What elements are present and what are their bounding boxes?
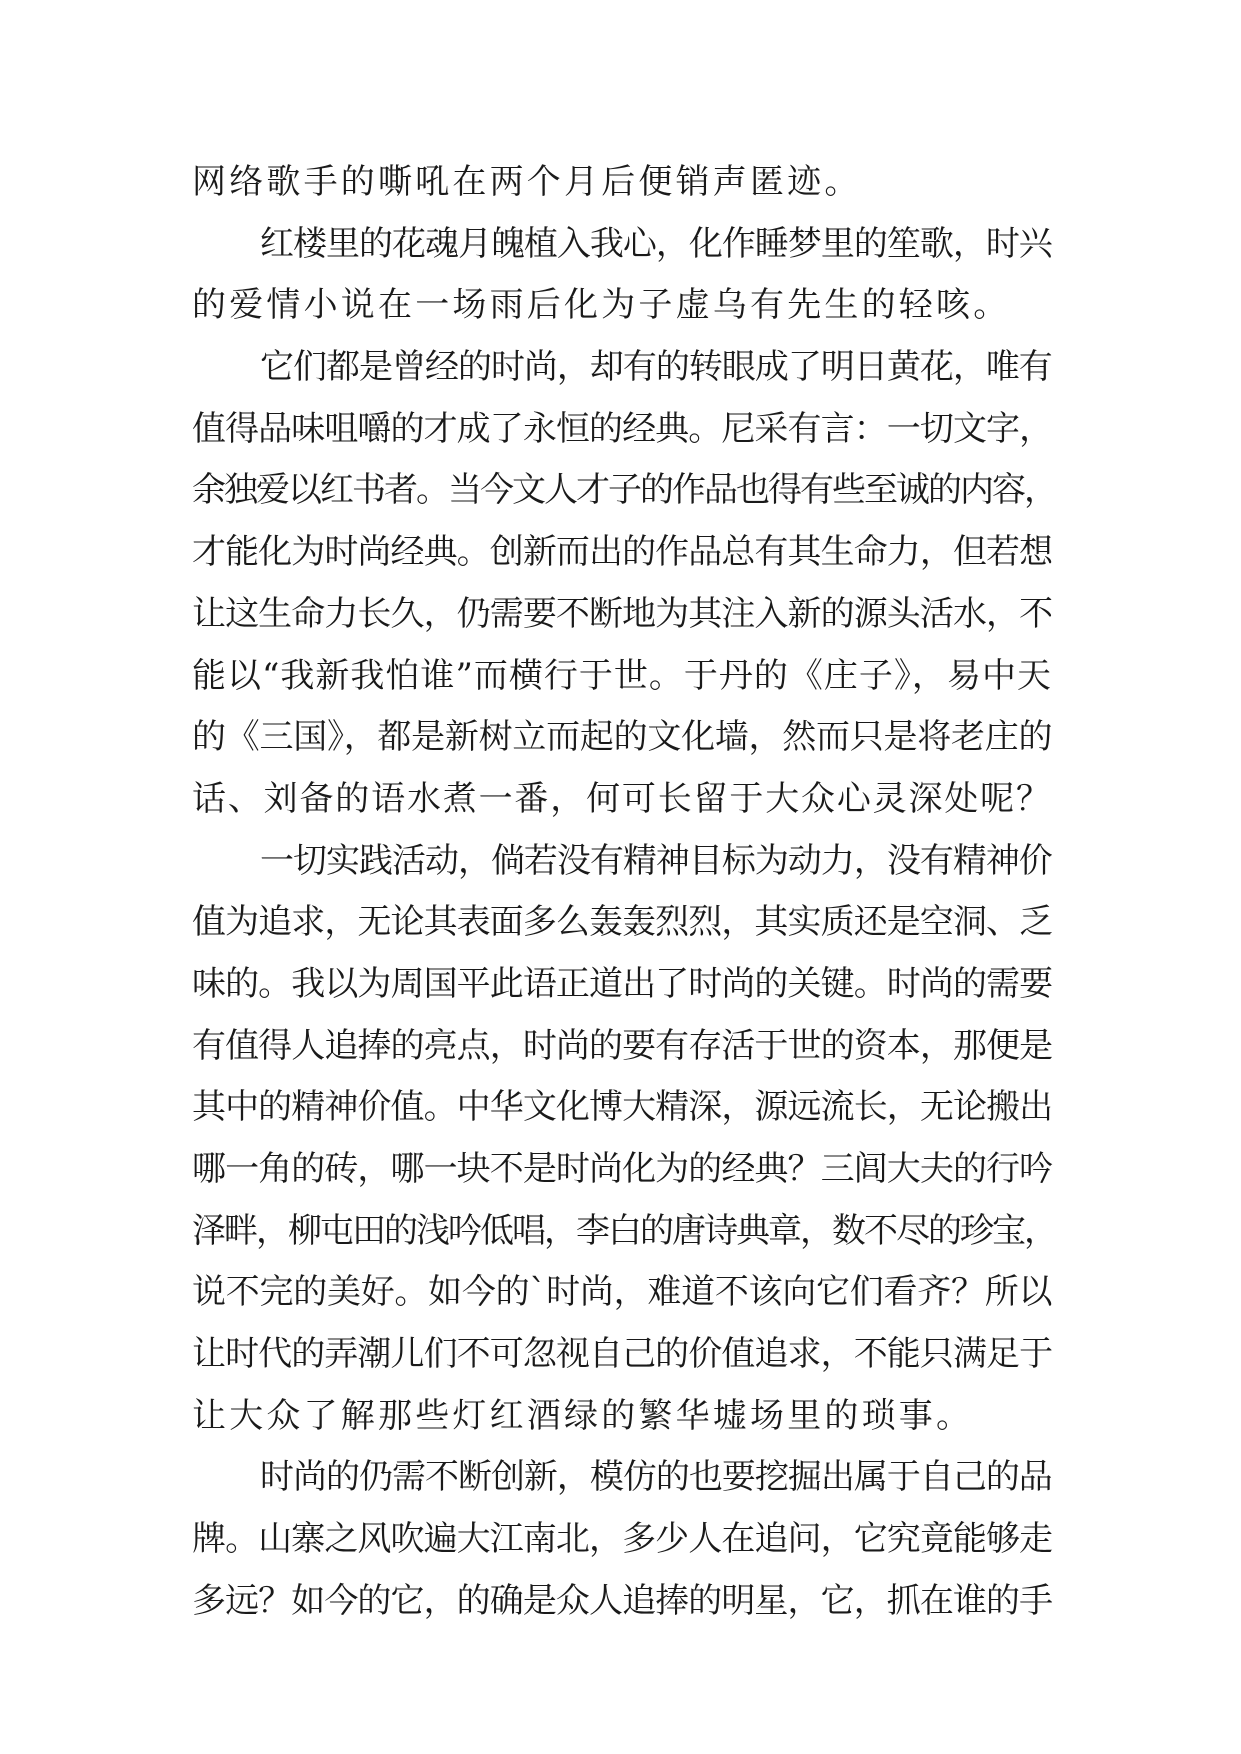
text-line: 红楼里的花魂月魄植入我心，化作睡梦里的笙歌，时兴 [260, 223, 1052, 264]
text-line: 让这生命力长久，仍需要不断地为其注入新的源头活水，不 [192, 593, 1053, 634]
text-line: 能以“我新我怕谁”而横行于世。于丹的《庄子》，易中天 [192, 655, 1052, 696]
body-text [192, 152, 1056, 1633]
text-line: 泽畔，柳屯田的浅吟低唱，李白的唐诗典章，数不尽的珍宝， [192, 1210, 1056, 1251]
text-line: 余独爱以红书者。当今文人才子的作品也得有些至诚的内容， [192, 470, 1056, 511]
text-line: 的爱情小说在一场雨后化为子虚乌有先生的轻咳。 [192, 285, 1011, 326]
text-line: 话、刘备的语水煮一番，何可长留于大众心灵深处呢？ [192, 778, 1052, 819]
text-line: 网络歌手的嘶吼在两个月后便销声匿迹。 [192, 162, 862, 202]
text-line: 才能化为时尚经典。创新而出的作品总有其生命力，但若想 [192, 532, 1053, 573]
text-line: 味的。我以为周国平此语正道出了时尚的关键。时尚的需要 [192, 963, 1053, 1004]
text-line: 说不完的美好。如今的`时尚，难道不该向它们看齐？所以 [192, 1272, 1053, 1313]
text-line: 哪一角的砖，哪一块不是时尚化为的经典？三闾大夫的行吟 [192, 1149, 1053, 1189]
text-line: 它们都是曾经的时尚，却有的转眼成了明日黄花，唯有 [260, 347, 1052, 388]
text-line: 值得品味咀嚼的才成了永恒的经典。尼采有言：一切文字， [192, 408, 1053, 449]
text-line: 时尚的仍需不断创新，模仿的也要挖掘出属于自己的品 [260, 1457, 1052, 1498]
text-line: 其中的精神价值。中华文化博大精深，源远流长，无论搬出 [192, 1087, 1053, 1128]
text-line: 的《三国》，都是新树立而起的文化墙，然而只是将老庄的 [192, 717, 1053, 758]
text-line: 让时代的弄潮儿们不可忽视自己的价值追求，不能只满足于 [192, 1334, 1053, 1375]
text-line: 有值得人追捧的亮点，时尚的要有存活于世的资本，那便是 [192, 1025, 1053, 1066]
text-line: 一切实践活动，倘若没有精神目标为动力，没有精神价 [260, 840, 1052, 881]
text-line: 牌。山寨之风吹遍大江南北，多少人在追问，它究竟能够走 [192, 1519, 1053, 1560]
text-line: 多远？如今的它，的确是众人追捧的明星，它，抓在谁的手 [192, 1580, 1053, 1621]
text-line: 值为追求，无论其表面多么轰轰烈烈，其实质还是空洞、乏 [192, 902, 1053, 943]
text-line: 让大众了解那些灯红酒绿的繁华墟场里的琐事。 [192, 1395, 974, 1436]
